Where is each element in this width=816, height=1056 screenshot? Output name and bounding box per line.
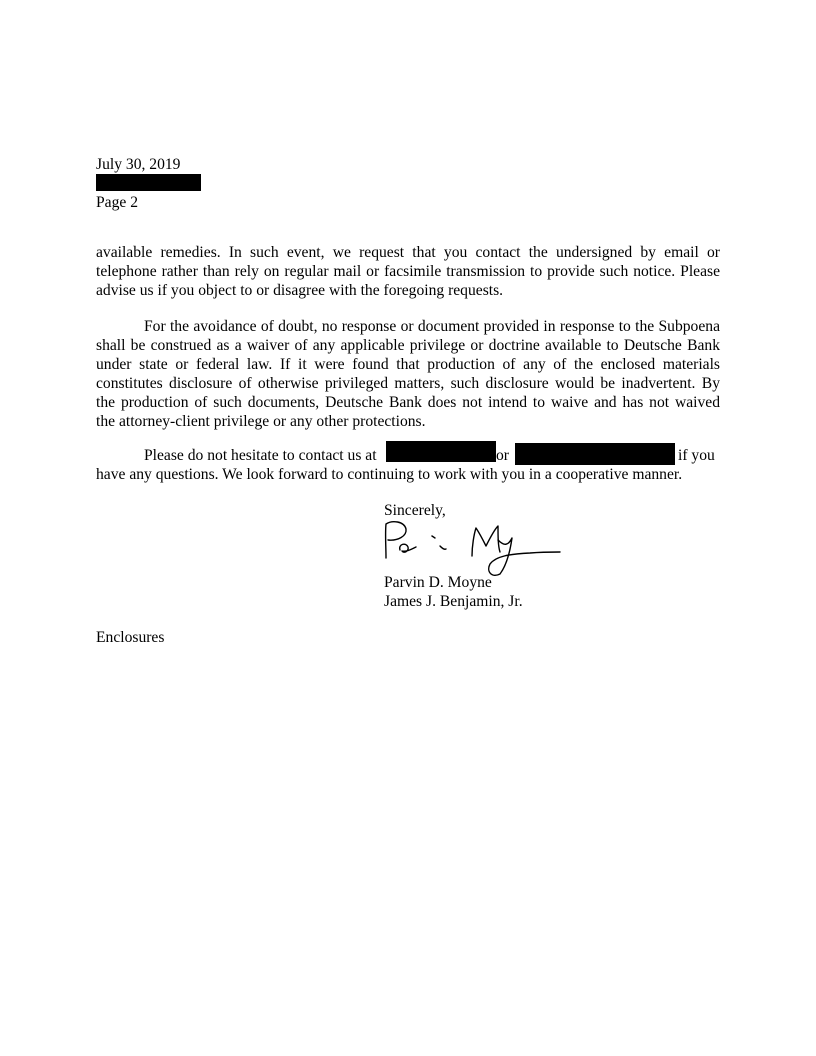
contact-line-end: if you — [678, 447, 715, 464]
letter-date: July 30, 2019 — [96, 156, 181, 173]
paragraph-line: advise us if you object to or disagree with the foregoing requests. — [96, 282, 504, 299]
page-number: Page 2 — [96, 194, 139, 211]
redacted-phone — [386, 441, 496, 462]
paragraph-line: the production of such documents, Deutsche Bank does not intend to waive and has not waived — [96, 394, 720, 411]
contact-line-start: Please do not hesitate to contact us at — [144, 447, 377, 464]
paragraph-line: available remedies. In such event, we request that you contact the undersigned by email or — [96, 244, 720, 261]
contact-line-2: have any questions. We look forward to continuing to work with you in a cooperative manner. — [96, 466, 683, 483]
signer-name-1: Parvin D. Moyne — [384, 574, 492, 591]
handwritten-signature — [380, 516, 570, 580]
enclosures-label: Enclosures — [96, 629, 165, 646]
paragraph-line: telephone rather than rely on regular mail or facsimile transmission to provide such notice. Please — [96, 263, 720, 280]
paragraph-line: constitutes disclosure of otherwise privileged matters, such disclosure would be inadvertent. By — [96, 375, 720, 392]
body-paragraph-2 — [96, 317, 720, 431]
contact-line-or: or — [496, 447, 509, 464]
paragraph-line: shall be construed as a waiver of any applicable privilege or doctrine available to Deutsche Bank — [96, 337, 720, 354]
paragraph-line: the attorney-client privilege or any other protections. — [96, 413, 426, 430]
redacted-email — [515, 443, 675, 465]
closing-salutation: Sincerely, — [384, 502, 446, 519]
signer-name-2: James J. Benjamin, Jr. — [384, 593, 523, 610]
paragraph-line: For the avoidance of doubt, no response or document provided in response to the Subpoena — [144, 318, 720, 335]
paragraph-line: under state or federal law. If it were found that production of any of the enclosed materials — [96, 356, 720, 373]
redacted-recipient — [96, 174, 201, 191]
body-paragraph-1 — [96, 243, 720, 300]
